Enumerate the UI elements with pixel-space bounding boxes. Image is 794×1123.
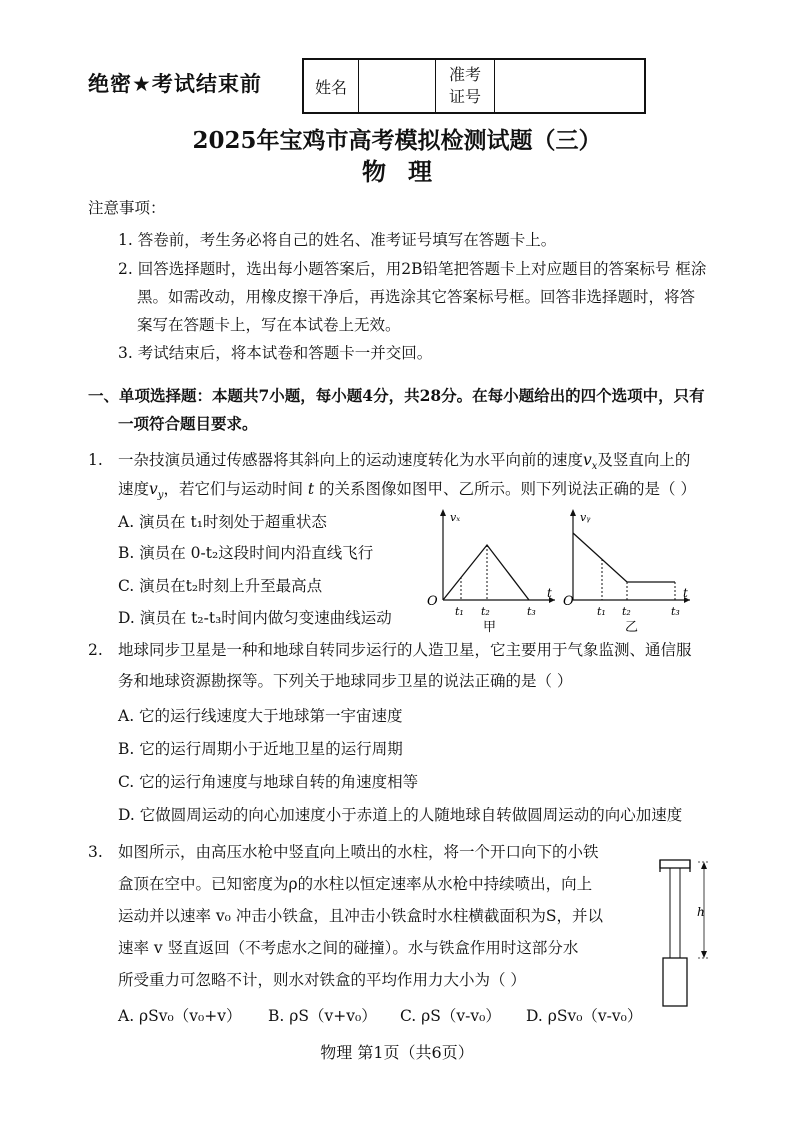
- q2-number: 2.: [88, 641, 103, 659]
- q1-option-a[interactable]: A. 演员在 t₁时刻处于超重状态: [118, 513, 327, 531]
- q1-line-1: 一杂技演员通过传感器将其斜向上的运动速度转化为水平向前的速度$v_x$及竖直向上的: [118, 451, 691, 473]
- note-2c: 案写在答题卡上，写在本试卷上无效。: [137, 316, 401, 334]
- yi-t1-label: t₁: [597, 605, 606, 618]
- q1-option-b[interactable]: B. 演员在 0-t₂这段时间内沿直线飞行: [118, 544, 374, 562]
- q1-line-2: 速度$v_y$，若它们与运动时间 t 的关系图像如图甲、乙所示。则下列说法正确的是（ ）: [118, 480, 696, 502]
- section-heading-1: 一、单项选择题：本题共7小题，每小题4分，共28分。在每小题给出的四个选项中，只有: [88, 386, 705, 405]
- q3-option-c[interactable]: C. ρS（v-v₀）: [400, 1007, 501, 1025]
- exam-id-label: 准考 证号: [436, 60, 495, 112]
- q2-line-2: 务和地球资源勘探等。下列关于地球同步卫星的说法正确的是（ ）: [118, 672, 573, 690]
- page-title: 2025年宝鸡市高考模拟检测试题（三）: [192, 127, 602, 154]
- yi-t-label: t: [683, 586, 688, 600]
- yi-t3-label: t₃: [671, 605, 680, 618]
- jia-vx-curve: [443, 545, 529, 600]
- q3-number: 3.: [88, 843, 103, 861]
- jia-t1-label: t₁: [455, 605, 464, 618]
- notes-heading: 注意事项：: [88, 199, 166, 217]
- yi-caption: 乙: [625, 620, 639, 635]
- q3-line-2: 盒顶在空中。已知密度为ρ的水柱以恒定速率从水枪中持续喷出，向上: [118, 875, 593, 893]
- yi-t2-label: t₂: [622, 605, 631, 618]
- exam-id-field[interactable]: [495, 60, 644, 112]
- graph-jia: [425, 505, 565, 635]
- secrecy-label: 绝密★考试结束前: [88, 72, 262, 96]
- graph-yi: [565, 505, 705, 635]
- note-2b: 黑。如需改动，用橡皮擦干净后，再选涂其它答案标号框。回答非选择题时，将答: [137, 288, 696, 306]
- name-label: 姓名: [304, 60, 359, 112]
- jia-t3-label: t₃: [527, 605, 536, 618]
- jia-origin: O: [427, 594, 438, 609]
- q3-line-3: 运动并以速率 v₀ 冲击小铁盒，且冲击小铁盒时水柱横截面积为S，并以: [118, 907, 603, 925]
- h-arrow-down: [701, 951, 707, 958]
- jia-t-label: t: [547, 586, 552, 600]
- q3-option-a[interactable]: A. ρSv₀（v₀+v）: [118, 1007, 242, 1025]
- q2-option-d[interactable]: D. 它做圆周运动的向心加速度小于赤道上的人随地球自转做圆周运动的向心加速度: [118, 806, 683, 824]
- h-arrow-up: [701, 862, 707, 869]
- q2-line-1: 地球同步卫星是一种和地球自转同步运行的人造卫星，它主要用于气象监测、通信服: [118, 641, 692, 659]
- iron-box: [660, 860, 690, 868]
- h-label: h: [697, 905, 705, 919]
- name-field[interactable]: [359, 60, 436, 112]
- note-1: 1. 答卷前，考生务必将自己的姓名、准考证号填写在答题卡上。: [118, 231, 557, 249]
- q3-option-b[interactable]: B. ρS（v+v₀）: [268, 1007, 377, 1025]
- q3-line-5: 所受重力可忽略不计，则水对铁盒的平均作用力大小为（ ）: [118, 971, 526, 989]
- q1-option-c[interactable]: C. 演员在t₂时刻上升至最高点: [118, 577, 323, 595]
- q3-line-4: 速率 v 竖直返回（不考虑水之间的碰撞）。水与铁盒作用时这部分水: [118, 939, 579, 957]
- q1-option-d[interactable]: D. 演员在 t₂-t₃时间内做匀变速曲线运动: [118, 609, 392, 627]
- section-heading-2: 一项符合题目要求。: [118, 414, 258, 433]
- note-2a: 2. 回答选择题时，选出每小题答案后，用2B铅笔把答题卡上对应题目的答案标号 框涂: [118, 260, 707, 278]
- page-footer: 物理 第1页（共6页）: [320, 1043, 474, 1062]
- jia-v-arrow: [440, 509, 446, 516]
- yi-vy-curve: [573, 533, 675, 582]
- note-3: 3. 考试结束后，将本试卷和答题卡一并交回。: [118, 344, 433, 362]
- q1-number: 1.: [88, 451, 103, 469]
- jia-caption: 甲: [483, 620, 497, 635]
- yi-vy-label: vᵧ: [580, 511, 591, 524]
- water-column-diagram: [650, 850, 720, 1020]
- yi-v-arrow: [570, 509, 576, 516]
- q2-option-b[interactable]: B. 它的运行周期小于近地卫星的运行周期: [118, 740, 403, 758]
- q2-option-a[interactable]: A. 它的运行线速度大于地球第一宇宙速度: [118, 707, 403, 725]
- q3-line-1: 如图所示，由高压水枪中竖直向上喷出的水柱，将一个开口向下的小铁: [118, 843, 599, 861]
- q2-option-c[interactable]: C. 它的运行角速度与地球自转的角速度相等: [118, 773, 419, 791]
- water-gun: [663, 958, 687, 1006]
- jia-t2-label: t₂: [481, 605, 490, 618]
- yi-origin: O: [563, 594, 574, 609]
- candidate-info-box: [302, 58, 646, 114]
- subject-title: 物理: [362, 157, 454, 186]
- q3-option-d[interactable]: D. ρSv₀（v-v₀）: [526, 1007, 643, 1025]
- jia-vx-label: vₓ: [450, 511, 461, 524]
